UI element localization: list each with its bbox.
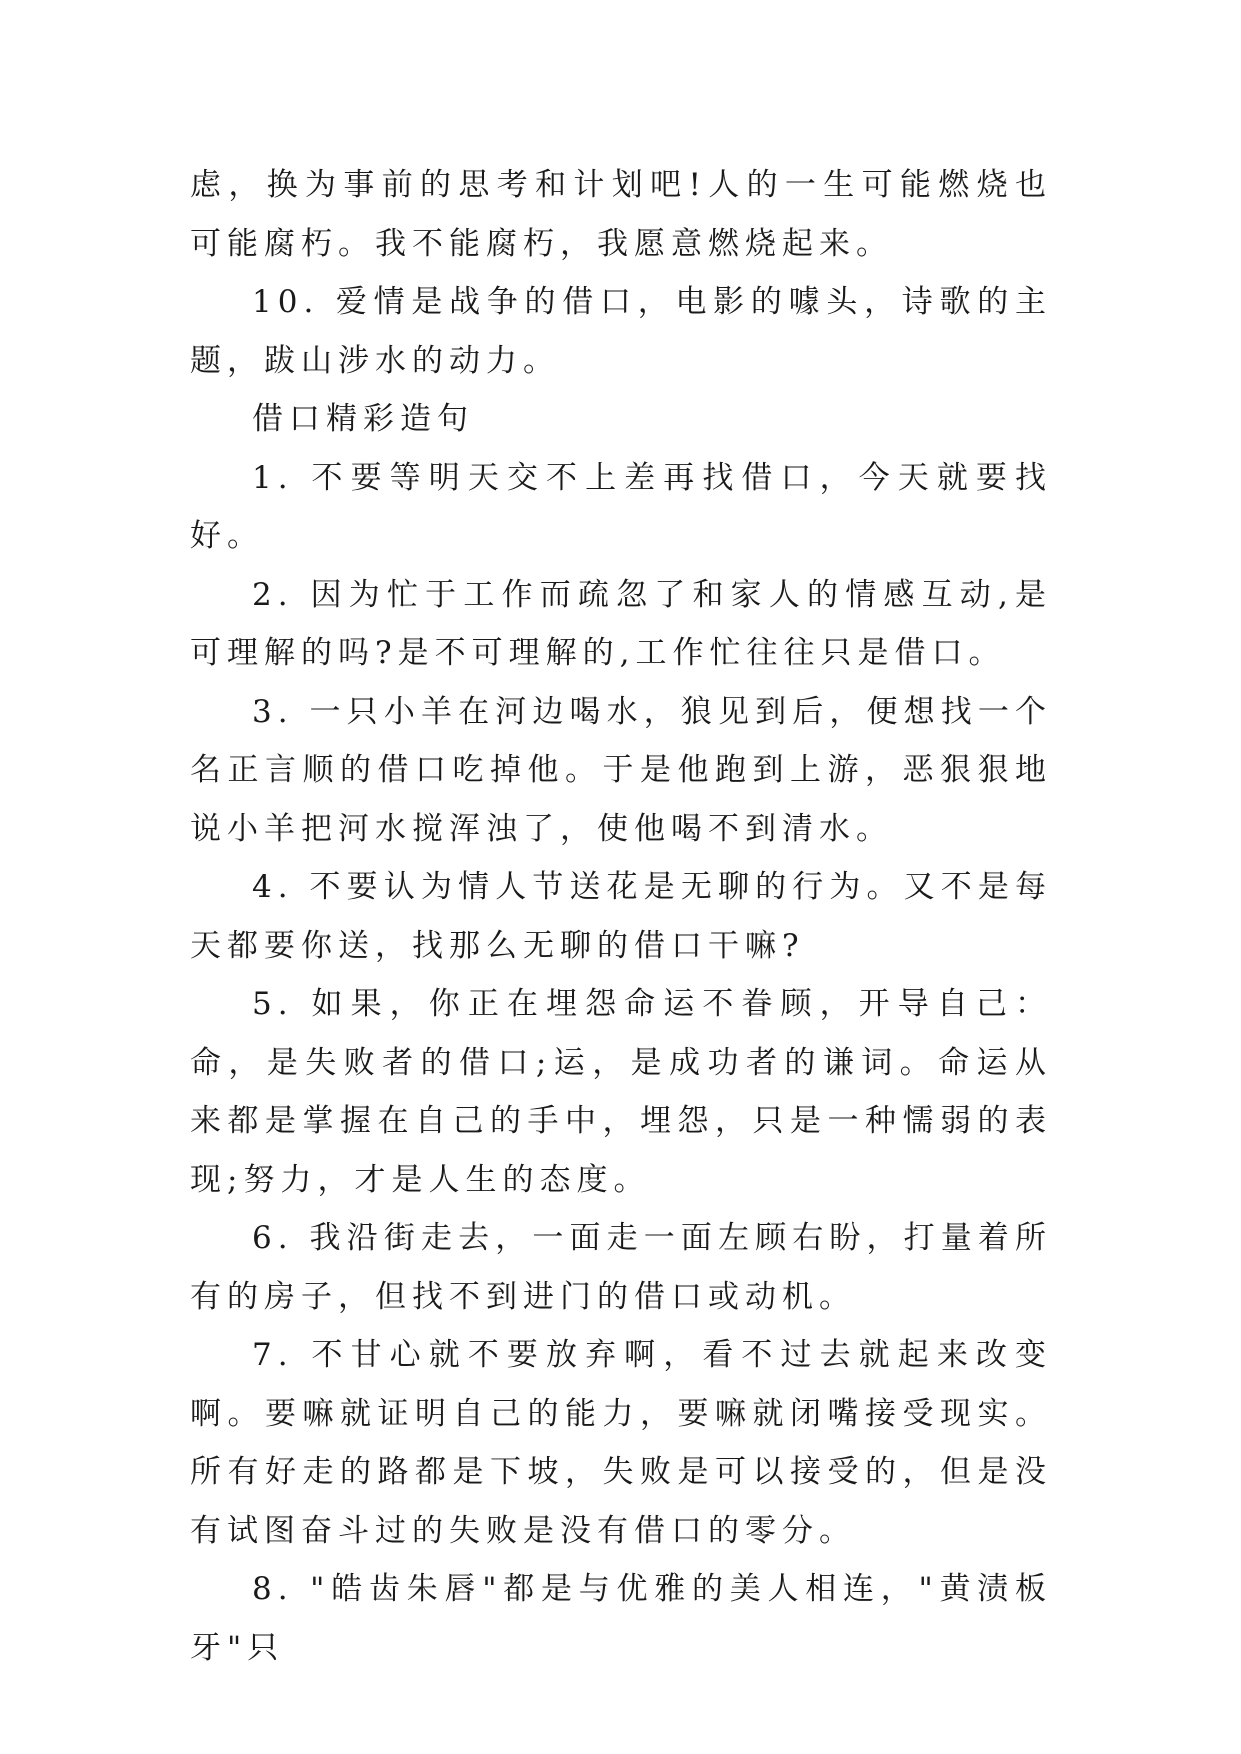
- paragraph-item-1: 1. 不要等明天交不上差再找借口，今天就要找好。: [190, 459, 1052, 554]
- document-body: [190, 156, 1052, 1677]
- section-heading: 借口精彩造句: [252, 401, 474, 437]
- paragraph-item-7: 7. 不甘心就不要放弃啊，看不过去就起来改变啊。要嘛就证明自己的能力，要嘛就闭嘴接受现实。所有好走的路都是下坡，失败是可以接受的，但是没有试图奋斗过的失败是没有借口的零分。: [190, 1337, 1052, 1549]
- paragraph-item-5: 5. 如果，你正在埋怨命运不眷顾，开导自己：命，是失败者的借口;运，是成功者的谦词。命运从来都是掌握在自己的手中，埋怨，只是一种懦弱的表现;努力，才是人生的态度。: [190, 986, 1052, 1198]
- paragraph-item-6: 6. 我沿街走去，一面走一面左顾右盼，打量着所有的房子，但找不到进门的借口或动机。: [190, 1220, 1052, 1315]
- paragraph-item-2: 2. 因为忙于工作而疏忽了和家人的情感互动,是可理解的吗?是不可理解的,工作忙往往只是借口。: [190, 576, 1052, 671]
- paragraph-item-10: 10. 爱情是战争的借口，电影的噱头，诗歌的主题，跋山涉水的动力。: [190, 284, 1052, 379]
- paragraph-item-8: 8. "皓齿朱唇"都是与优雅的美人相连，"黄渍板牙"只: [190, 1571, 1052, 1666]
- paragraph-item-4: 4. 不要认为情人节送花是无聊的行为。又不是每天都要你送，找那么无聊的借口干嘛?: [190, 869, 1052, 964]
- paragraph-continuation: 虑，换为事前的思考和计划吧!人的一生可能燃烧也可能腐朽。我不能腐朽，我愿意燃烧起来。: [190, 167, 1052, 262]
- paragraph-item-3: 3. 一只小羊在河边喝水，狼见到后，便想找一个名正言顺的借口吃掉他。于是他跑到上游，恶狠狠地说小羊把河水搅浑浊了，使他喝不到清水。: [190, 693, 1052, 847]
